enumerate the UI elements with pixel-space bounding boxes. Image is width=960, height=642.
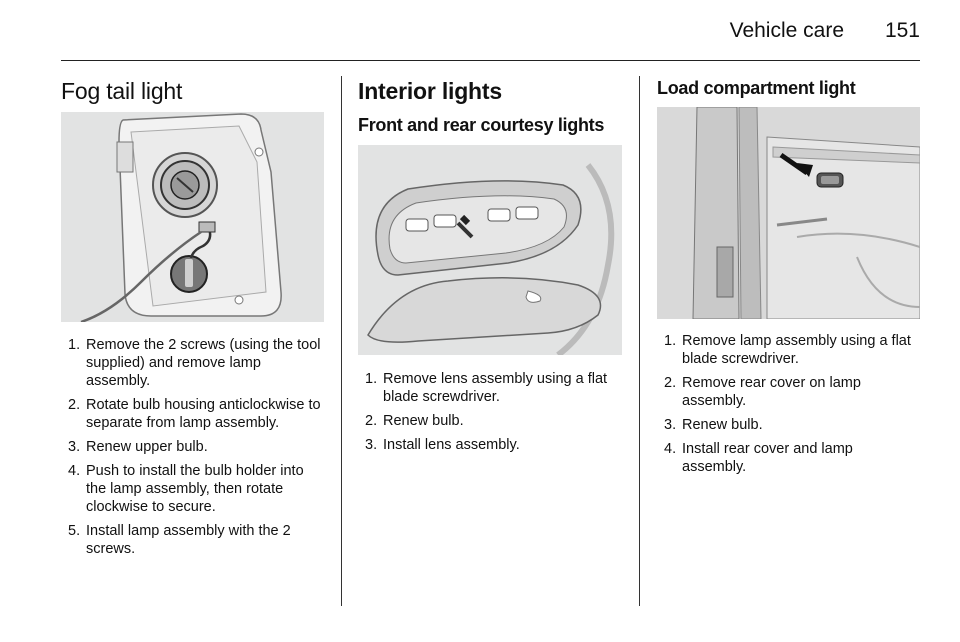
list-item: 1. Remove the 2 screws (using the tool supplied) and remove lamp assembly. — [68, 337, 321, 389]
list-item: 4. Push to install the bulb holder into the lamp assembly, then rotate clockwise to secure. — [68, 463, 304, 515]
list-item: 1. Remove lamp assembly using a flat blade screwdriver. — [664, 333, 911, 367]
section-title: Vehicle care — [729, 19, 844, 42]
page-number: 151 — [884, 19, 920, 42]
instruction-list — [657, 332, 920, 482]
load-compartment-light-illustration — [657, 107, 920, 319]
list-item: 3. Install lens assembly. — [365, 437, 520, 453]
page-header — [61, 0, 920, 61]
list-item: 2. Renew bulb. — [365, 413, 464, 429]
subsection-heading: Load compartment light — [657, 78, 856, 98]
list-item: 2. Remove rear cover on lamp assembly. — [664, 375, 861, 409]
courtesy-light-illustration — [358, 145, 622, 355]
list-item: 1. Remove lens assembly using a flat blade screwdriver. — [365, 371, 608, 405]
list-item: 3. Renew bulb. — [664, 417, 763, 433]
section-heading: Fog tail light — [61, 78, 183, 104]
column-divider — [639, 76, 640, 606]
instruction-list — [358, 370, 622, 460]
column-divider — [341, 76, 342, 606]
subsection-heading: Front and rear courtesy lights — [358, 115, 605, 135]
list-item: 2. Rotate bulb housing anticlockwise to separate from lamp assembly. — [68, 397, 321, 431]
instruction-list — [61, 336, 326, 564]
list-item: 5. Install lamp assembly with the 2 screws. — [68, 523, 291, 557]
section-heading: Interior lights — [358, 78, 502, 104]
list-item: 4. Install rear cover and lamp assembly. — [664, 441, 853, 475]
fog-tail-light-illustration — [61, 112, 324, 322]
list-item: 3. Renew upper bulb. — [68, 439, 208, 455]
